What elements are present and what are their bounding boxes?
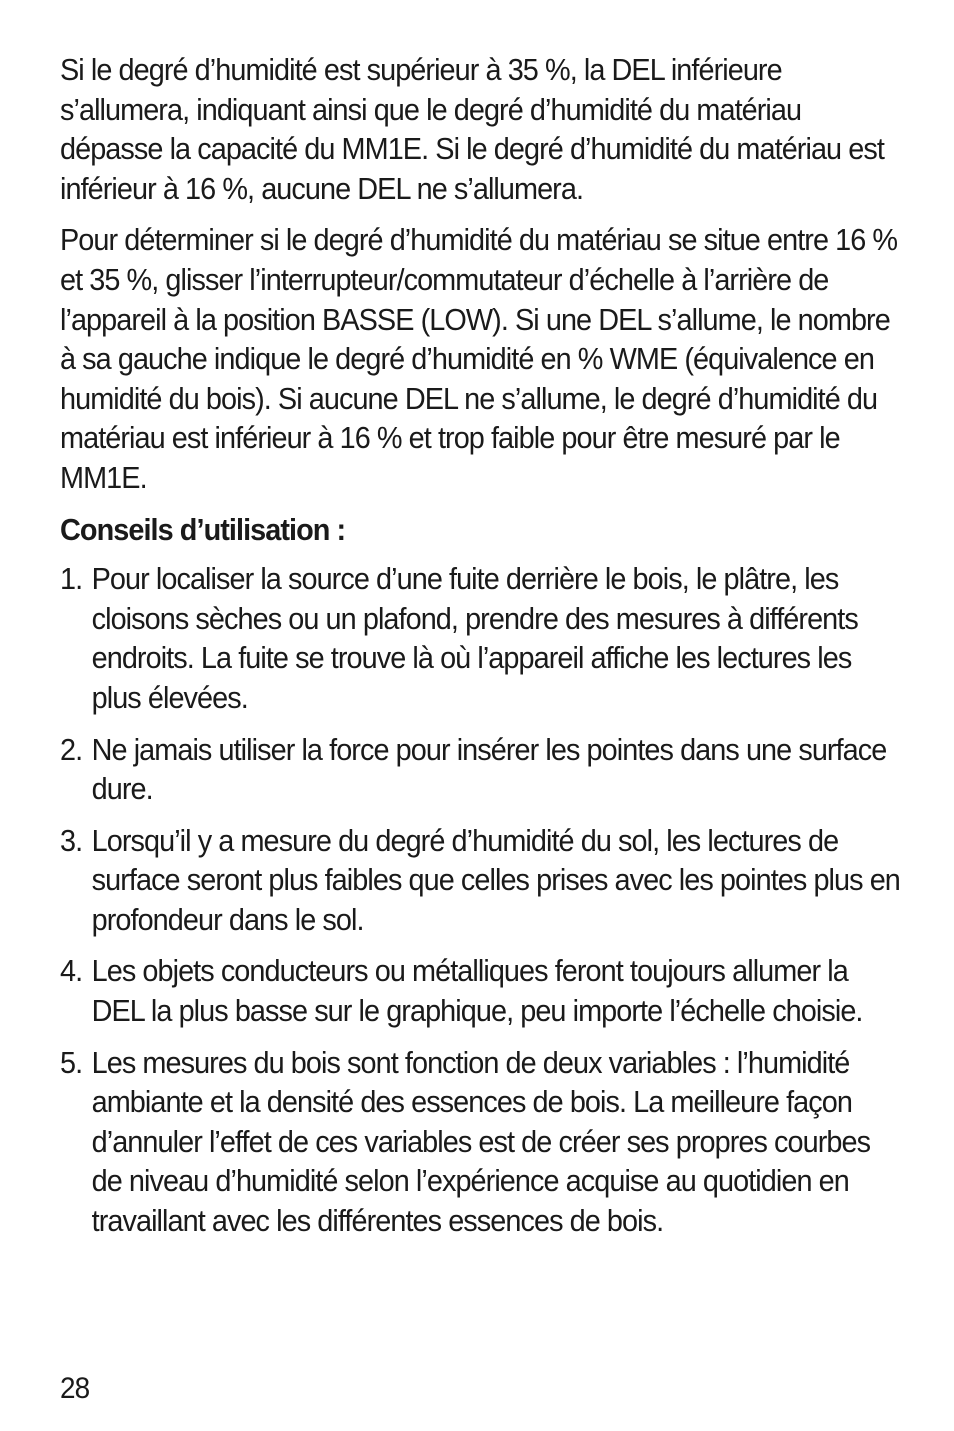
list-item-text: Lorsqu’il y a mesure du degré d’humidité du sol, les lectures de surface seront plus faibles que celles prises avec les pointes plus en profondeur dans le sol. — [91, 822, 900, 937]
page-number: 28 — [60, 1372, 90, 1405]
list-item — [60, 559, 904, 717]
list-item-text: Les objets conducteurs ou métalliques feront toujours allumer la DEL la plus basse sur le graphique, peu importe l’échelle choisie. — [91, 953, 863, 1029]
list-item-text: Ne jamais utiliser la force pour insérer les pointes dans une surface dure. — [91, 731, 887, 807]
list-item — [60, 730, 904, 809]
list-item-number: 5. — [60, 1044, 83, 1080]
list-item-number: 4. — [60, 953, 83, 989]
list-item-number: 2. — [60, 731, 83, 767]
list-item — [60, 1043, 904, 1241]
section-heading-usage-tips: Conseils d’utilisation : — [60, 511, 346, 547]
list-item — [60, 821, 904, 940]
list-item-number: 1. — [60, 561, 83, 597]
list-item-text: Les mesures du bois sont fonction de deux variables : l’humidité ambiante et la densité des essences de bois. La meilleure façon d’annuler l’effet de ces variables est de créer ses propres courbes de niveau d’humidité selon l’expérience acquise au quotidien en travaillant avec les différentes essences de bois. — [91, 1044, 871, 1239]
list-item — [60, 951, 904, 1030]
document-page — [60, 50, 900, 1253]
paragraph-humidity-range-16-35: Pour déterminer si le degré d’humidité du matériau se situe entre 16 % et 35 %, glisser l’interrupteur/commutateur d’échelle à l’arrière de l’appareil à la position BASSE (LOW). Si une DEL s’allume, le nombre à sa gauche indique le degré d’humidité en % WME (équivalence en humidité du bois). Si aucune DEL ne s’allume, le degré d’humidité du matériau est inférieur à 16 % et trop faible pour être mesuré par le MM1E. — [60, 222, 898, 495]
list-item-number: 3. — [60, 822, 83, 858]
usage-tips-list — [60, 559, 900, 1241]
paragraph-humidity-above-35: Si le degré d’humidité est supérieur à 35 %, la DEL inférieure s’allumera, indiquant ainsi que le degré d’humidité du matériau dépasse la capacité du MM1E. Si le degré d’humidité du matériau est inférieur à 16 %, aucune DEL ne s’allumera. — [60, 52, 884, 206]
list-item-text: Pour localiser la source d’une fuite derrière le bois, le plâtre, les cloisons sèches ou un plafond, prendre des mesures à différents endroits. La fuite se trouve là où l’appareil affiche les lectures les plus élevées. — [91, 561, 858, 715]
